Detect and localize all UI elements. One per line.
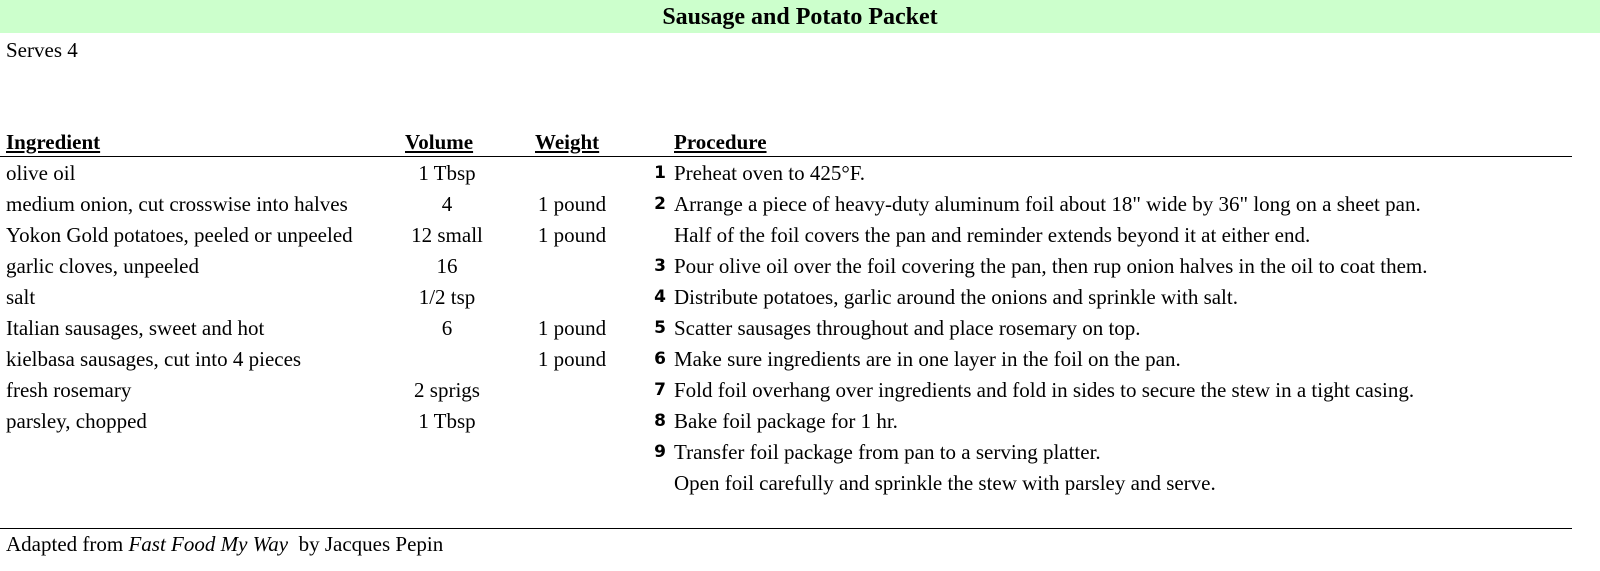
volume-cell: 6 — [441, 316, 453, 340]
procedure-cell: Bake foil package for 1 hr. — [674, 409, 898, 433]
volume-cell: 16 — [436, 254, 458, 278]
procedure-cell: Scatter sausages throughout and place rosemary on top. — [674, 316, 1141, 340]
table-row — [0, 220, 1600, 251]
table-row — [0, 282, 1600, 313]
weight-cell: 1 pound — [537, 316, 607, 340]
procedure-cell: Open foil carefully and sprinkle the stew with parsley and serve. — [674, 471, 1216, 495]
step-number: 5 — [654, 318, 666, 338]
ingredient-cell: salt — [6, 285, 36, 309]
volume-cell: 1 Tbsp — [418, 161, 476, 185]
header-weight: Weight — [535, 130, 600, 154]
step-number: 1 — [654, 163, 666, 183]
step-number: 7 — [654, 380, 666, 400]
credit-suffix: by Jacques Pepin — [288, 532, 444, 556]
table-row — [0, 375, 1600, 406]
volume-cell: 4 — [441, 192, 453, 216]
ingredient-cell: medium onion, cut crosswise into halves — [6, 192, 348, 216]
recipe-title: Sausage and Potato Packet — [0, 0, 1600, 33]
credit-prefix: Adapted from — [6, 532, 129, 556]
ingredient-cell: parsley, chopped — [6, 409, 147, 433]
table-row — [0, 251, 1600, 282]
weight-cell: 1 pound — [537, 347, 607, 371]
step-number: 6 — [654, 349, 666, 369]
table-row — [0, 344, 1600, 375]
procedure-cell: Pour olive oil over the foil covering the pan, then rup onion halves in the oil to coat them. — [674, 254, 1428, 278]
footer-rule — [0, 528, 1572, 529]
procedure-cell: Fold foil overhang over ingredients and fold in sides to secure the stew in a tight casing. — [674, 378, 1415, 402]
header-procedure: Procedure — [674, 130, 767, 154]
procedure-cell: Make sure ingredients are in one layer in the foil on the pan. — [674, 347, 1181, 371]
source-credit — [6, 532, 443, 557]
volume-cell: 2 sprigs — [414, 378, 480, 402]
procedure-cell: Distribute potatoes, garlic around the onions and sprinkle with salt. — [674, 285, 1238, 309]
volume-cell: 12 small — [411, 223, 483, 247]
volume-cell: 1 Tbsp — [418, 409, 476, 433]
volume-cell: 1/2 tsp — [418, 285, 476, 309]
weight-cell: 1 pound — [537, 223, 607, 247]
step-number: 2 — [654, 194, 666, 214]
header-rule — [0, 156, 1572, 157]
header-ingredient: Ingredient — [6, 130, 101, 154]
header-volume: Volume — [405, 130, 474, 154]
ingredient-cell: kielbasa sausages, cut into 4 pieces — [6, 347, 302, 371]
ingredient-cell: Italian sausages, sweet and hot — [6, 316, 265, 340]
ingredient-cell: garlic cloves, unpeeled — [6, 254, 199, 278]
weight-cell: 1 pound — [537, 192, 607, 216]
step-number: 9 — [654, 442, 666, 462]
procedure-cell: Preheat oven to 425°F. — [674, 161, 866, 185]
procedure-cell: Transfer foil package from pan to a serving platter. — [674, 440, 1101, 464]
table-row — [0, 468, 1600, 499]
ingredient-cell: olive oil — [6, 161, 76, 185]
procedure-cell: Arrange a piece of heavy-duty aluminum foil about 18" wide by 36" long on a sheet pan. — [674, 192, 1421, 216]
step-number: 3 — [654, 256, 666, 276]
step-number: 4 — [654, 287, 666, 307]
table-row — [0, 437, 1600, 468]
table-row — [0, 158, 1600, 189]
book-title: Fast Food My Way — [128, 532, 289, 556]
table-row — [0, 406, 1600, 437]
procedure-cell: Half of the foil covers the pan and reminder extends beyond it at either end. — [674, 223, 1311, 247]
ingredient-cell: Yokon Gold potatoes, peeled or unpeeled — [6, 223, 353, 247]
step-number: 8 — [654, 411, 666, 431]
table-row — [0, 313, 1600, 344]
table-row — [0, 189, 1600, 220]
ingredient-cell: fresh rosemary — [6, 378, 132, 402]
serves-text: Serves 4 — [6, 38, 78, 62]
